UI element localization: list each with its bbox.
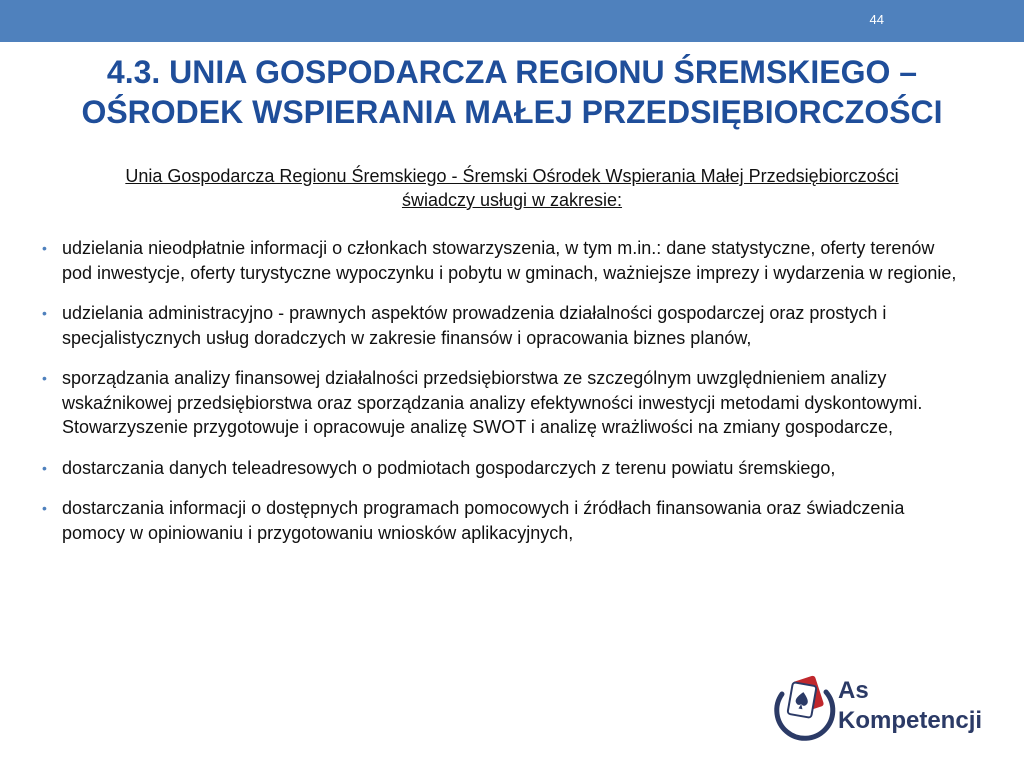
bullet-text: dostarczania danych teleadresowych o podmiotach gospodarczych z terenu powiatu śremskiego, xyxy=(62,457,836,478)
bullet-item xyxy=(38,456,968,481)
slide-title-line-1: 4.3. UNIA GOSPODARCZA REGIONU ŚREMSKIEGO – xyxy=(106,54,918,90)
bullet-item xyxy=(38,496,968,545)
bullet-item xyxy=(38,301,968,350)
bullet-icon: • xyxy=(42,240,47,256)
spade-card-icon xyxy=(770,672,840,742)
bullet-text: udzielania administracyjno - prawnych aspektów prowadzenia działalności gospodarczej oraz prostych i specjalistycznych usług doradczych w zakresie finansów i opracowania biznes planów, xyxy=(62,303,887,348)
top-bar xyxy=(0,0,1024,42)
logo-text xyxy=(838,676,982,736)
bullet-text: udzielania nieodpłatnie informacji o członkach stowarzyszenia, w tym m.in.: dane statystyczne, oferty terenów pod inwestycje, oferty turystyczne wypoczynku i pobytu w gminach, ważniejsze imprezy i wydarzenia w regionie, xyxy=(62,238,957,283)
slide-title-line-2: OŚRODEK WSPIERANIA MAŁEJ PRZEDSIĘBIORCZOŚCI xyxy=(81,94,943,130)
page-number: 44 xyxy=(869,12,884,27)
bullet-text: sporządzania analizy finansowej działalności przedsiębiorstwa ze szczególnym uwzględnieniem analizy wskaźnikowej przedsiębiorstwa oraz sporządzania analizy efektywności inwestycji metodami dyskontowymi. Stowarzyszenie przygotowuje i opracowuje analizę SWOT i analizę wrażliwości na zmiany gospodarcze, xyxy=(62,368,923,437)
bullet-icon: • xyxy=(42,459,47,476)
intro-line-2: świadczy usługi w zakresie: xyxy=(401,190,623,210)
bullet-list xyxy=(38,236,968,561)
logo-line-2: Kompetencji xyxy=(838,707,983,734)
intro-text xyxy=(14,164,1010,212)
logo-line-1: As xyxy=(838,677,869,704)
as-kompetencji-logo[interactable] xyxy=(770,672,1010,752)
bullet-icon: • xyxy=(42,370,47,386)
bullet-text: dostarczania informacji o dostępnych programach pomocowych i źródłach finansowania oraz świadczenia pomocy w opiniowaniu i przygotowaniu wniosków aplikacyjnych, xyxy=(62,498,905,543)
intro-line-1: Unia Gospodarcza Regionu Śremskiego - Śremski Ośrodek Wspierania Małej Przedsiębiorczości xyxy=(125,166,899,186)
bullet-item xyxy=(38,236,968,285)
slide-title xyxy=(0,52,1024,132)
bullet-item xyxy=(38,366,968,440)
bullet-icon: • xyxy=(42,500,47,516)
bullet-icon: • xyxy=(42,305,47,321)
